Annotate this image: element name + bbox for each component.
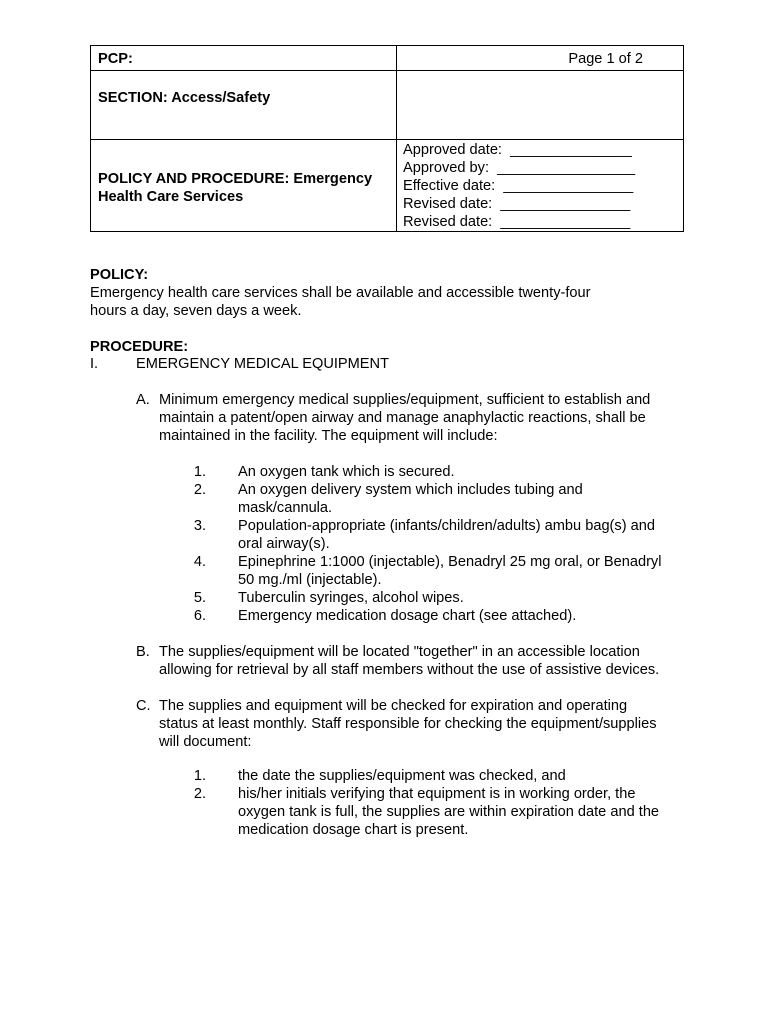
approved-date-field: Approved date: _______________ <box>403 142 632 158</box>
item-b-label: B. <box>136 644 150 660</box>
section-title: EMERGENCY MEDICAL EQUIPMENT <box>136 356 389 372</box>
list-item: Emergency medication dosage chart (see attached). <box>238 608 577 624</box>
list-number: 6. <box>193 608 206 624</box>
item-a-text-line: Minimum emergency medical supplies/equipment, sufficient to establish and <box>159 392 651 408</box>
list-number: 1. <box>193 768 206 784</box>
item-c-text-line: will document: <box>159 734 252 750</box>
item-c-text-line: status at least monthly. Staff responsible for checking the equipment/supplies <box>159 716 657 732</box>
list-item-continued: 50 mg./ml (injectable). <box>238 572 382 588</box>
list-number: 5. <box>193 590 206 606</box>
list-number: 4. <box>193 554 206 570</box>
item-c-label: C. <box>136 698 151 714</box>
list-item-continued: medication dosage chart is present. <box>238 822 469 838</box>
item-a-label: A. <box>136 392 150 408</box>
list-item-continued: mask/cannula. <box>238 500 333 516</box>
list-item-continued: oral airway(s). <box>238 536 330 552</box>
list-item: his/her initials verifying that equipment is in working order, the <box>238 786 636 802</box>
approved-by-field: Approved by: _________________ <box>403 160 636 176</box>
revised-date-field: Revised date: ________________ <box>403 196 631 212</box>
item-a-text-line: maintained in the facility. The equipment will include: <box>159 428 498 444</box>
list-item-continued: oxygen tank is full, the supplies are within expiration date and the <box>238 804 660 820</box>
item-a-text-line: maintain a patent/open airway and manage anaphylactic reactions, shall be <box>159 410 646 426</box>
list-item: Tuberculin syringes, alcohol wipes. <box>238 590 464 606</box>
approval-dates <box>403 141 635 231</box>
section-label: SECTION: Access/Safety <box>98 90 271 106</box>
list-number: 2. <box>193 482 206 498</box>
list-item: An oxygen tank which is secured. <box>238 464 455 480</box>
item-b-text-line: The supplies/equipment will be located "together" in an accessible location <box>159 644 640 660</box>
revised-date-field: Revised date: ________________ <box>403 214 631 230</box>
pcp-label: PCP: <box>98 51 133 67</box>
policy-title-line: Health Care Services <box>98 189 244 205</box>
list-item: Population-appropriate (infants/children/adults) ambu bag(s) and <box>238 518 655 534</box>
effective-date-field: Effective date: ________________ <box>403 178 634 194</box>
table-divider-middle <box>91 139 683 140</box>
procedure-heading: PROCEDURE: <box>90 339 189 355</box>
list-item: An oxygen delivery system which includes tubing and <box>238 482 583 498</box>
list-item: the date the supplies/equipment was checked, and <box>238 768 566 784</box>
header-table <box>90 45 684 232</box>
item-c-text-line: The supplies and equipment will be checked for expiration and operating <box>159 698 628 714</box>
policy-heading: POLICY: <box>90 267 149 283</box>
policy-title-line: POLICY AND PROCEDURE: Emergency <box>98 171 373 187</box>
policy-title <box>98 170 390 206</box>
list-number: 1. <box>193 464 206 480</box>
policy-text-line: Emergency health care services shall be available and accessible twenty-four <box>90 285 591 301</box>
list-item: Epinephrine 1:1000 (injectable), Benadryl 25 mg oral, or Benadryl <box>238 554 662 570</box>
table-divider-top <box>91 70 683 71</box>
policy-text-line: hours a day, seven days a week. <box>90 303 302 319</box>
list-number: 2. <box>193 786 206 802</box>
page-number: Page 1 of 2 <box>568 51 643 67</box>
section-roman-numeral: I. <box>90 356 99 372</box>
item-b-text-line: allowing for retrieval by all staff members without the use of assistive devices. <box>159 662 660 678</box>
list-number: 3. <box>193 518 206 534</box>
